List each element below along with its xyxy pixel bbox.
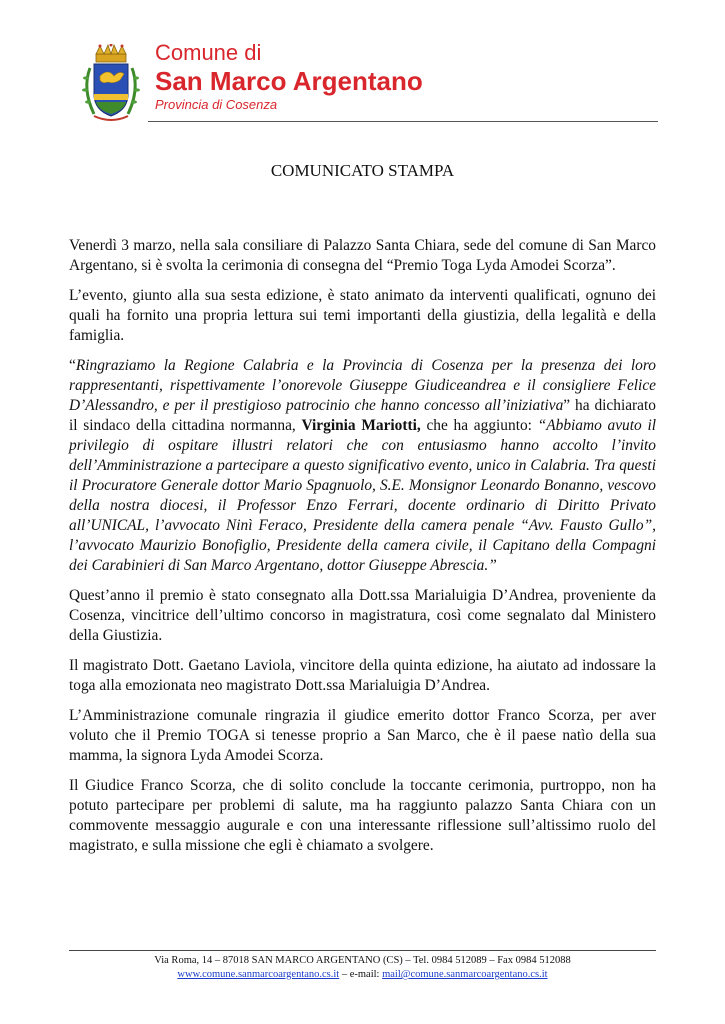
footer-contacts [0,968,725,982]
footer-address: Via Roma, 14 – 87018 SAN MARCO ARGENTANO (CS) – Tel. 0984 512089 – Fax 0984 512088 [154,955,571,966]
paragraph-3-text: ” ha dichiarato il sindaco della cittadina normanna, [69,397,656,434]
header-divider [148,121,658,122]
province-name: Provincia di Cosenza [155,97,278,112]
coat-of-arms-icon [80,44,142,122]
paragraph-5: Il magistrato Dott. Gaetano Laviola, vincitore della quinta edizione, ha aiutato ad indossare la toga alla emozionata neo magistrato Dott.ssa Marialuigia D’Andrea. [69,657,656,694]
paragraph-3 [69,356,656,576]
email-link[interactable]: mail@comune.sanmarcoargentano.cs.it [382,969,548,980]
email-label: – e-mail: [339,969,383,980]
quote-regione: Ringraziamo la Regione Calabria e la Provincia di Cosenza per la presenza dei loro rappresentanti, rispettivamente l’onorevole Giuseppe Giudiceandrea e il consigliere Felice D’Alessandro, e per il prestigioso patrocinio che hanno concesso all’iniziativa [69,357,656,414]
press-release-body [69,236,656,866]
paragraph-7: Il Giudice Franco Scorza, che di solito conclude la toccante cerimonia, purtroppo, non ha potuto partecipare per problemi di salute, ma ha raggiunto palazzo Santa Chiara con un commovente messaggio augurale e con una interessante riflessione sull’altissimo ruolo del magistrato, e sulla missione che egli è chiamato a svolgere. [69,777,656,854]
paragraph-3-text-2: che ha aggiunto: [420,417,538,434]
document-title: COMUNICATO STAMPA [270,161,455,180]
paragraph-2: L’evento, giunto alla sua sesta edizione, è stato animato da interventi qualificati, ognuno dei quali ha fornito una propria lettura sui temi importanti della giustizia, della legalità e della famiglia. [69,287,656,344]
footer [0,954,725,982]
mayor-name: Virginia Mariotti, [301,417,421,434]
footer-divider [69,950,656,951]
municipality-prefix: Comune di [155,40,262,65]
title-block [155,40,423,114]
quote-relatori: “Abbiamo avuto il privilegio di ospitare illustri relatori che con entusiasmo hanno accolto l’invito dell’Amministrazione a partecipare a questo significativo evento, unico in Calabria. Tra questi il Procuratore Generale dottor Mario Spagnuolo, S.E. Monsignor Leonardo Bonanno, vescovo della nostra diocesi, il Professor Enzo Ferrari, docente ordinario di Diritto Privato all’UNICAL, l’avvocato Ninì Feraco, Presidente della camera penale “Avv. Fausto Gullo”, l’avvocato Maurizio Bonofiglio, Presidente della camera civile, il Capitano della Compagni dei Carabinieri di San Marco Argentano, dottor Giuseppe Abrescia.” [69,417,656,574]
quote-open-mark: “ [69,357,76,374]
paragraph-6: L’Amministrazione comunale ringrazia il giudice emerito dottor Franco Scorza, per aver voluto che il Premio TOGA si tenesse proprio a San Marco, che è il paese natìo della sua mamma, la signora Lyda Amodei Scorza. [69,707,656,764]
website-link[interactable]: www.comune.sanmarcoargentano.cs.it [177,969,340,980]
letterhead [80,40,660,125]
paragraph-4: Quest’anno il premio è stato consegnato alla Dott.ssa Marialuigia D’Andrea, proveniente da Cosenza, vincitrice dell’ultimo concorso in magistratura, così come segnalato dal Ministero della Giustizia. [69,587,656,644]
municipality-name: San Marco Argentano [155,66,423,96]
paragraph-1: Venerdì 3 marzo, nella sala consiliare di Palazzo Santa Chiara, sede del comune di San Marco Argentano, si è svolta la cerimonia di consegna del “Premio Toga Lyda Amodei Scorza”. [69,237,656,274]
